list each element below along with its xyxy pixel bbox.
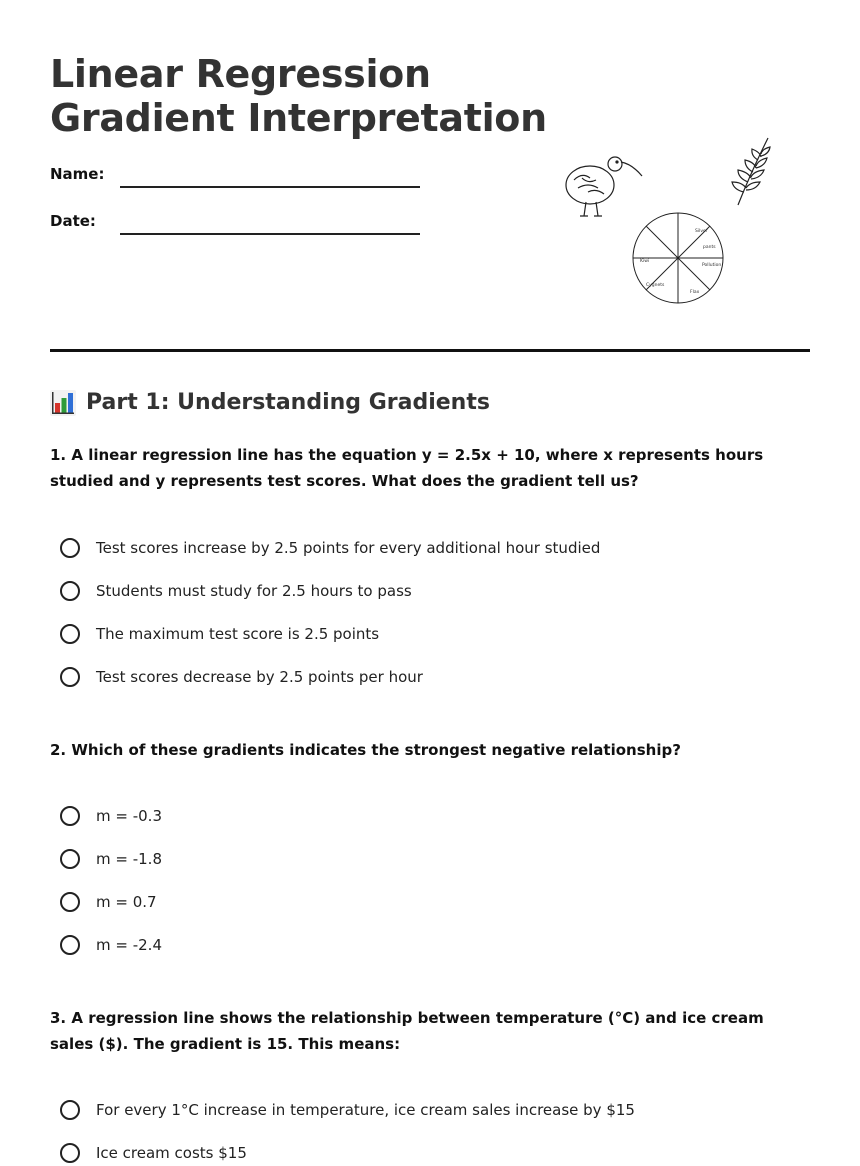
section-title-text: Part 1: Understanding Gradients: [86, 390, 490, 415]
radio-button[interactable]: [60, 538, 80, 558]
wheel-label-6: Kiwi: [640, 259, 650, 264]
q2-option-d[interactable]: [60, 932, 162, 958]
radio-button[interactable]: [60, 1100, 80, 1120]
q2-option-a[interactable]: [60, 803, 162, 829]
radio-button[interactable]: [60, 667, 80, 687]
option-label: m = 0.7: [96, 893, 157, 911]
date-label: Date:: [50, 212, 96, 230]
section-divider: [50, 349, 810, 352]
kiwi-bird-icon: [566, 157, 642, 216]
radio-button[interactable]: [60, 806, 80, 826]
wheel-label-4: Flax: [690, 290, 700, 295]
date-field[interactable]: [120, 233, 420, 235]
option-label: m = -1.8: [96, 850, 162, 868]
option-label: Students must study for 2.5 hours to pass: [96, 582, 412, 600]
option-label: m = -0.3: [96, 807, 162, 825]
option-label: Ice cream costs $15: [96, 1144, 247, 1162]
radio-button[interactable]: [60, 892, 80, 912]
radio-button[interactable]: [60, 624, 80, 644]
question-2-text: 2. Which of these gradients indicates the strongest negative relationship?: [50, 741, 681, 759]
question-3-text: 3. A regression line shows the relationship between temperature (°C) and ice cream sales ($). The gradient is 15. This means:: [50, 1009, 764, 1053]
question-1-text: 1. A linear regression line has the equation y = 2.5x + 10, where x represents hours studied and y represents test scores. What does the gradient tell us?: [50, 446, 764, 490]
q1-option-a[interactable]: [60, 535, 600, 561]
wheel-label-3: Pollution: [702, 263, 722, 268]
option-label: Test scores decrease by 2.5 points per hour: [96, 668, 423, 686]
wheel-diagram-icon: [633, 213, 723, 303]
option-label: The maximum test score is 2.5 points: [96, 625, 380, 643]
q3-option-a[interactable]: [60, 1097, 635, 1123]
q1-option-d[interactable]: [60, 664, 423, 690]
title-line-2: Gradient Interpretation: [50, 96, 547, 140]
wheel-label-5: Cygnets: [646, 283, 665, 288]
q2-option-b[interactable]: [60, 846, 162, 872]
q2-option-c[interactable]: [60, 889, 157, 915]
section-heading: [50, 388, 490, 418]
decorative-illustrations: [560, 130, 780, 310]
option-label: Test scores increase by 2.5 points for every additional hour studied: [96, 539, 601, 557]
q1-option-b[interactable]: [60, 578, 412, 604]
radio-button[interactable]: [60, 935, 80, 955]
title-line-1: Linear Regression: [50, 52, 431, 96]
radio-button[interactable]: [60, 849, 80, 869]
wheel-label-1: Silver: [695, 229, 708, 234]
radio-button[interactable]: [60, 1143, 80, 1163]
option-label: m = -2.4: [96, 936, 162, 954]
fern-leaf-icon: [732, 138, 770, 205]
q1-option-c[interactable]: [60, 621, 379, 647]
wheel-label-2: pants: [703, 245, 716, 250]
name-field[interactable]: [120, 186, 420, 188]
option-label: For every 1°C increase in temperature, ice cream sales increase by $15: [96, 1101, 635, 1119]
name-label: Name:: [50, 165, 105, 183]
bar-chart-icon: [50, 390, 76, 416]
page-title: [50, 52, 547, 140]
radio-button[interactable]: [60, 581, 80, 601]
q3-option-b[interactable]: [60, 1140, 247, 1166]
